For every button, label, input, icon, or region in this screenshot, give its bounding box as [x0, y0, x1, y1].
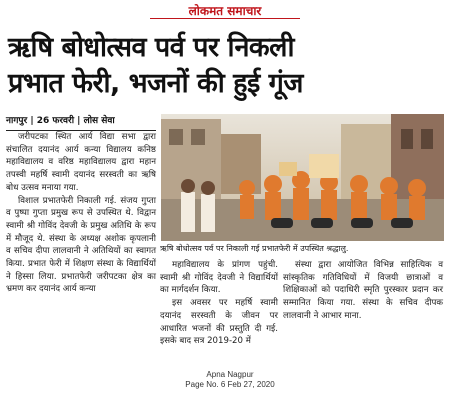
- paragraph: महाविद्यालय के प्रांगण पहुंची. स्वामी श्री गोविंद देवजी ने विद्यार्थियों का मार्गदर्शन किया.: [160, 260, 278, 296]
- page-and-date: Page No. 6 Feb 27, 2020: [185, 380, 275, 389]
- headline-line-1: ऋषि बोधोत्सव पर्व पर निकली: [8, 32, 294, 63]
- headline: [8, 30, 444, 102]
- procession-photo-image: [161, 114, 444, 241]
- article-column-3: [283, 259, 443, 323]
- paragraph: संस्था द्वारा आयोजित विभिन्न साहित्यिक व सांस्कृतिक गतिविधियों में विजयी छात्राओं व शिक्षिकाओं को पदाधिरी स्मृति पुरस्कार प्रदान कर सम्मानित किया गया. संस्था के सचिव दीपक लालवानी ने आभार माना.: [283, 260, 443, 321]
- paragraph: जरीपटका स्थित आर्य विद्या सभा द्वारा संचालित दयानंद आर्य कन्या विद्यालय कनिष्ठ महाविद्यालय व वरिष्ठ महाविद्यालय द्वारा महान तपस्वी महर्षि स्वामी दयानंद सरस्वती का ऋषि बोध उत्सव मनाया गया.: [6, 132, 156, 193]
- news-photo: [161, 114, 444, 241]
- article-column-2: [160, 259, 278, 348]
- photo-caption: ऋषि बोधोत्सव पर्व पर निकाली गई प्रभातफेरी में उपस्थित श्रद्धालु.: [160, 244, 349, 253]
- masthead-rule: [150, 18, 300, 19]
- paragraph: विशाल प्रभातफेरी निकाली गई. संजय गुप्ता व पुष्पा गुप्ता प्रमुख रूप से उपस्थित थे. विद्वान स्वामी श्री गोविंद देवजी के प्रमुख अतिथि के रूप में मौजूद थे. संस्था के अध्यक्ष अशोक कृपलानी व सचिव दीपा लालवानी ने अतिथियों का स्वागत किया. प्रभात फेरी में शिक्षण संस्था के विद्यार्थियों ने हिस्सा लिया. प्रभातफेरी जरीपटका क्षेत्र का भ्रमण कर दयानंद आर्य कन्या: [6, 195, 156, 295]
- headline-line-2: प्रभात फेरी, भजनों की हुई गूंज: [8, 68, 303, 99]
- paragraph: इस अवसर पर महर्षि स्वामी दयानंद सरस्वती के जीवन पर आधारित भजनों की प्रस्तुति दी गई. इसके बाद सत्र 2019-20 में: [160, 298, 278, 347]
- page-footer: [130, 370, 330, 390]
- article-column-1: [6, 131, 156, 296]
- publication-name: Apna Nagpur: [206, 370, 254, 379]
- dateline: नागपुर | 26 फरवरी | लोस सेवा: [6, 113, 156, 131]
- masthead-title: लोकमत समाचार: [188, 4, 262, 18]
- masthead: [0, 0, 450, 22]
